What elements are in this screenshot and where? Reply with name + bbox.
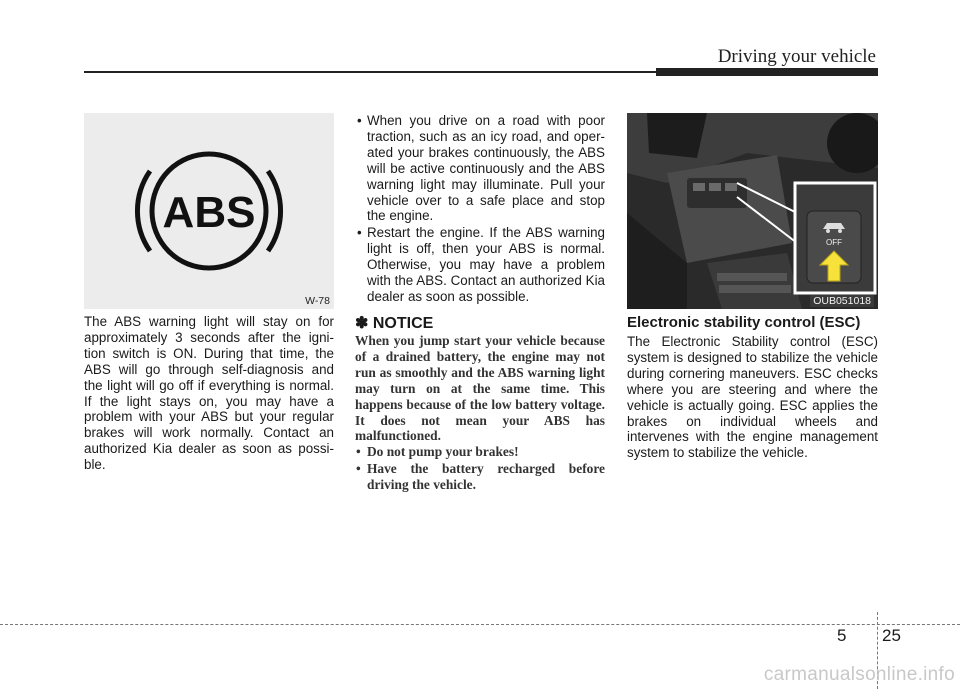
esc-heading: Electronic stability control (ESC) bbox=[627, 314, 861, 331]
abs-warning-light-figure bbox=[84, 113, 334, 309]
abs-warning-light-icon bbox=[84, 113, 334, 309]
dashboard-illustration bbox=[627, 113, 878, 309]
esc-paragraph: The Electronic Stability control (ESC) system is designed to stabilize the vehicle during cornering maneuvers. ESC checks where you are steering and where the vehicle is actually going. ESC applies the brakes on individual wheels and intervenes with the engine management system to stabilize the vehicle. bbox=[627, 334, 878, 461]
abs-conditions-list bbox=[355, 113, 605, 306]
figure-code: W-78 bbox=[305, 295, 330, 307]
watermark: carmanualsonline.info bbox=[763, 664, 955, 685]
list-item: • When you drive on a road with poor traction, such as an icy road, and oper-ated your brakes continuously, the ABS will be active continuously and the ABS warning light may illuminate. Pull your vehicle over to a safe place and stop the engine. bbox=[355, 113, 605, 224]
chapter-number: 5 bbox=[837, 626, 847, 645]
list-item: • Restart the engine. If the ABS warning light is off, then your ABS is normal. Otherwise, you may have a problem with the ABS. Contact an authorized Kia dealer as soon as possible. bbox=[355, 225, 605, 305]
header-rule-accent bbox=[656, 68, 878, 76]
header-rule bbox=[84, 71, 656, 73]
esc-off-label: OFF bbox=[826, 238, 842, 247]
esc-off-button-figure bbox=[627, 113, 878, 309]
footer-rule bbox=[0, 624, 960, 625]
section-title: Driving your vehicle bbox=[717, 46, 876, 67]
list-item: • Do not pump your brakes! bbox=[355, 444, 605, 460]
notice-text: When you jump start your vehicle because of a drained battery, the engine may not run as smoothly and the ABS warning light may turn on at the same time. This happens because of the low battery voltage. It does not mean your ABS has malfunctioned. bbox=[355, 333, 605, 444]
notice-box bbox=[355, 333, 605, 494]
page-number: 25 bbox=[882, 626, 901, 645]
notice-title: ✽ NOTICE bbox=[355, 315, 434, 332]
figure-code: OUB051018 bbox=[810, 295, 874, 307]
abs-light-paragraph: The ABS warning light will stay on for approximately 3 seconds after the igni-tion switch is ON. During that time, the ABS will go through self-diagnosis and the light will go off if everything is normal. If the light stays on, you may have a problem with your ABS but your regular brakes will work normally. Contact an authorized Kia dealer as soon as possi-ble. bbox=[84, 314, 334, 473]
list-item: • Have the battery recharged before driving the vehicle. bbox=[355, 461, 605, 493]
abs-symbol-text: ABS bbox=[162, 188, 256, 237]
